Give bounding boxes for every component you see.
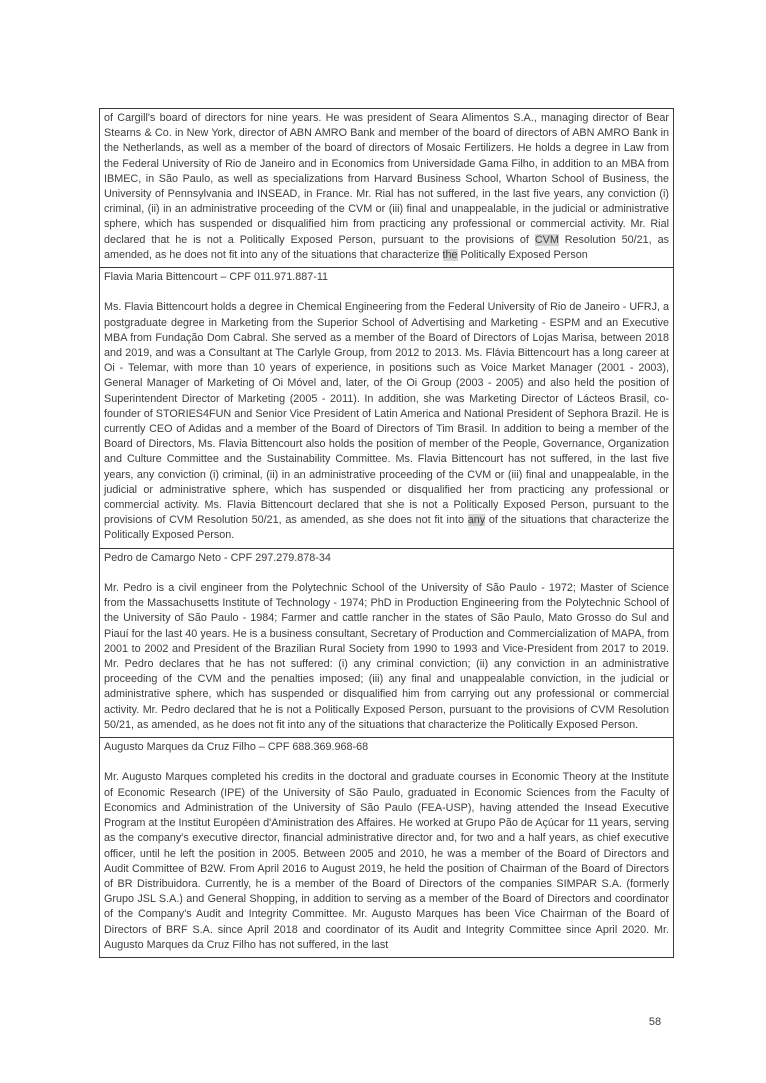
bio-paragraph: [104, 581, 669, 733]
search-highlight: the: [442, 248, 458, 261]
search-highlight: any: [467, 514, 486, 527]
text-segment: Resolution 50/21, as amended, as he does not fit into any of the situations that characterize: [104, 233, 669, 261]
blank-line: [104, 285, 669, 300]
table-row: [100, 267, 673, 548]
blank-line: [104, 566, 669, 581]
search-highlight: CVM: [534, 233, 559, 246]
text-segment: Mr. Pedro is a civil engineer from the Polytechnic School of the University of São Paulo - 1972; Master of Science from the Massachusetts Institute of Technology - 1974; PhD in Production Engineering from the Polytechnic School of the University of São Paulo - 1984; Farmer and cattle rancher in the states of São Paulo, Mato Grosso do Sul and Piauí for the last 40 years. He is a business consultant, Secretary of Production and Commercialization of MAPA, from 2001 to 2002 and President of the Brazilian Rural Society from 1990 to 1993 and Vice-President from 2017 to 2019. Mr. Pedro declares that he has not suffered: (i) any criminal conviction; (ii) any conviction in an administrative proceeding of the CVM and the penalties imposed; (iii) any final and unappealable conviction, in the judicial or administrative sphere, which has suspended or disqualified him from carrying out any professional or commercial activity. Mr. Pedro declared that he is not a Politically Exposed Person, pursuant to the provisions of CVM Resolution 50/21, as amended, as he does not fit into any of the situations that characterize the Politically Exposed Person.: [104, 582, 669, 731]
table-row: [100, 548, 673, 737]
table-row: [100, 737, 673, 957]
person-name-header: Pedro de Camargo Neto - CPF 297.279.878-34: [104, 551, 331, 564]
person-name-header: Augusto Marques da Cruz Filho – CPF 688.369.968-68: [104, 741, 369, 754]
bio-paragraph: [104, 111, 669, 263]
bio-table: [99, 108, 674, 958]
text-segment: Politically Exposed Person: [457, 248, 588, 261]
person-name-header: Flavia Maria Bittencourt – CPF 011.971.887-11: [104, 271, 329, 284]
blank-line: [104, 755, 669, 770]
table-row: [100, 109, 673, 267]
text-segment: of Cargill's board of directors for nine years. He was president of Seara Alimentos S.A., managing director of Bear Stearns & Co. in New York, director of ABN AMRO Bank and member of the board of directors of ABN AMRO Bank in the Netherlands, as well as a member of the board of directors of Mosaic Fertilizers. He holds a degree in Law from the Federal University of Rio de Janeiro and in Economics from Universidade Gama Filho, in addition to an MBA from IBMEC, in São Paulo, as well as specializations from Harvard Business School, Wharton School of Business, the University of Pennsylvania and INSEAD, in France. Mr. Rial has not suffered, in the last five years, any conviction (i) criminal, (ii) in an administrative proceeding of the CVM or (iii) final and unappealable, in the judicial or administrative sphere, which has suspended or disqualified him from practicing any professional or commercial activity. Mr. Rial declared that he is not a Politically Exposed Person, pursuant to the provisions of: [104, 112, 669, 246]
bio-paragraph: [104, 300, 669, 543]
text-segment: of the situations that characterize the Politically Exposed Person.: [104, 514, 670, 542]
text-segment: Mr. Augusto Marques completed his credits in the doctoral and graduate courses in Economic Theory at the Institute of Economic Research (IPE) of the University of São Paulo, graduated in Economic Sciences from the Faculty of Economics and Administration of the University of São Paulo (FEA-USP), having attended the Insead Executive Program at the Institut Européen d'Aministration des Affaires. He worked at Grupo Pão de Açúcar for 11 years, serving as the company's executive director, financial administrative director and, for two and a half years, as chief executive officer, until he left the position in 2005. Between 2005 and 2010, he was a member of the Board of Directors and Audit Committee of B2W. From April 2016 to August 2019, he held the position of Chairman of the Board of Directors of BR Distribuidora. Currently, he is a member of the Board of Directors of the companies SIMPAR S.A. (formerly Grupo JSL S.A.) and General Shopping, in addition to serving as a member of the Board of Directors and coordinator of the Company's Audit and Integrity Committee. Mr. Augusto Marques has been Vice Chairman of the Board of Directors of BRF S.A. since April 2018 and coordinator of its Audit and Integrity Committee since April 2020. Mr. Augusto Marques da Cruz Filho has not suffered, in the last: [104, 771, 669, 951]
text-segment: Ms. Flavia Bittencourt holds a degree in Chemical Engineering from the Federal University of Rio de Janeiro - UFRJ, a postgraduate degree in Marketing from the Superior School of Advertising and Marketing - ESPM and an Executive MBA from Fundação Dom Cabral. She served as a member of the Board of Directors of Lojas Marisa, between 2018 and 2019, and was a Consultant at The Carlyle Group, from 2012 to 2013. Ms. Flávia Bittencourt has a long career at Oi - Telemar, with more than 10 years of experience, in positions such as Voice Market Manager (2001 - 2003), General Manager of Marketing of Oi Móvel and, later, of the Oi Group (2003 - 2005) and also held the position of Superintendent Director of Marketing (2005 - 2011). In addition, she was Marketing Director of Lácteos Brasil, co-founder of STORIES4FUN and Senior Vice President of Latin America and National President of Sephora Brazil. He is currently CEO of Adidas and a member of the Board of Directors of Tim Brasil. In addition to being a member of the Board of Directors, Ms. Flavia Bittencourt also holds the position of member of the People, Governance, Organization and Culture Committee and the Sustainability Committee. Ms. Flavia Bittencourt has not suffered, in the last five years, any conviction (i) criminal, (ii) in an administrative proceeding of the CVM or (iii) final and unappealable, in the judicial or administrative sphere, which has suspended or disqualified her from practicing any professional or commercial activity. Ms. Flavia Bittencourt declared that she is not a Politically Exposed Person, pursuant to the provisions of CVM Resolution 50/21, as amended, as she does not fit into: [104, 301, 669, 527]
bio-paragraph: [104, 770, 669, 952]
page-number: 58: [648, 1016, 662, 1028]
